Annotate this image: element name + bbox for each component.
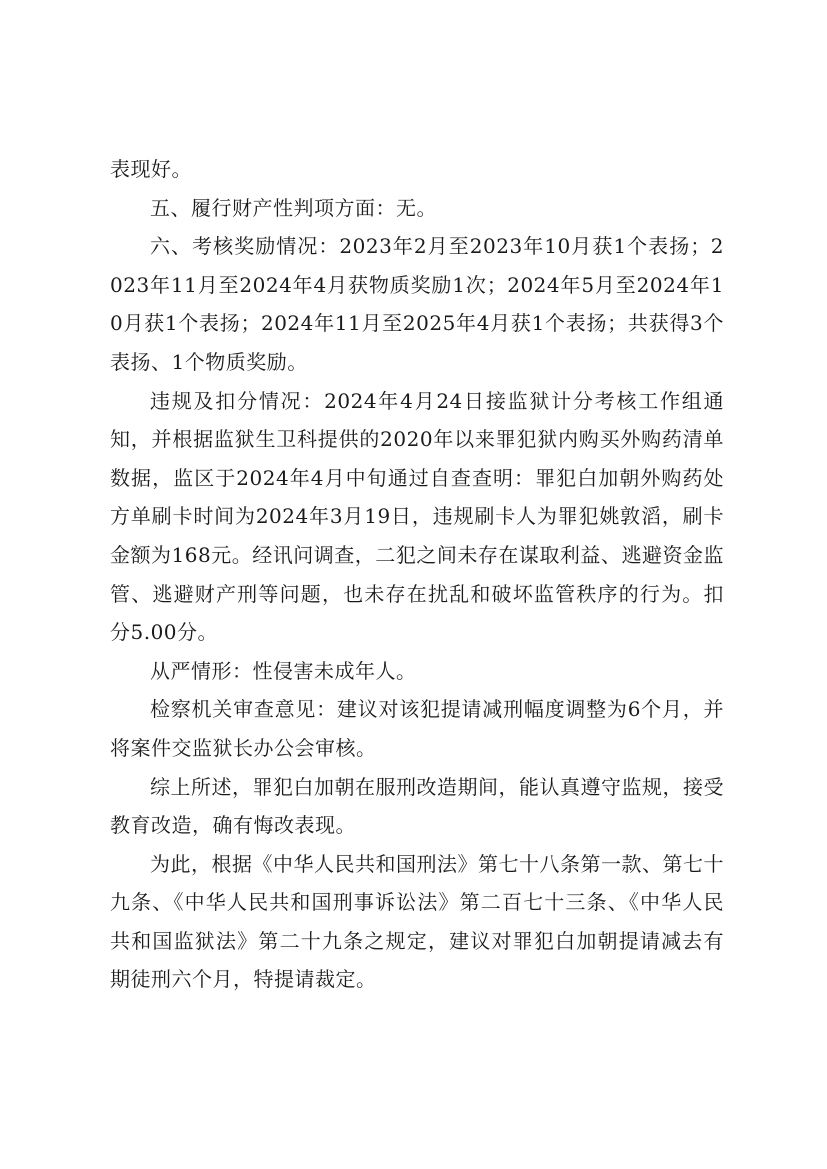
document-page xyxy=(110,150,724,999)
paragraph-continuation: 表现好。 xyxy=(110,157,192,181)
paragraph-conclusion: 为此，根据《中华人民共和国刑法》第七十八条第一款、第七十九条、《中华人民共和国刑事诉讼法》第二百七十三条、《中华人民共和国监狱法》第二十九条之规定，建议对罪犯白加朝提请减去有期徒刑六个月，特提请裁定。 xyxy=(110,851,724,992)
paragraph-procuratorate-opinion: 检察机关审查意见：建议对该犯提请减刑幅度调整为6个月，并将案件交监狱长办公会审核。 xyxy=(110,697,724,760)
paragraph-violations: 违规及扣分情况：2024年4月24日接监狱计分考核工作组通知，并根据监狱生卫科提供的2020年以来罪犯狱内购买外购药清单数据，监区于2024年4月中旬通过自查查明：罪犯白加朝外购药处方单刷卡时间为2024年3月19日，违规刷卡人为罪犯姚敦滔，刷卡金额为168元。经讯问调查，二犯之间未存在谋取利益、逃避资金监管、逃避财产刑等问题，也未存在扰乱和破坏监管秩序的行为。扣分5.00分。 xyxy=(110,388,724,645)
paragraph-property-judgment: 五、履行财产性判项方面：无。 xyxy=(150,195,437,220)
paragraph-aggravating: 从严情形：性侵害未成年人。 xyxy=(150,658,417,683)
paragraph-rewards: 六、考核奖励情况：2023年2月至2023年10月获1个表扬；2023年11月至2024年4月获物质奖励1次；2024年5月至2024年10月获1个表扬；2024年11月至2025年4月获1个表扬；共获得3个表扬、1个物质奖励。 xyxy=(110,234,724,374)
paragraph-summary: 综上所述，罪犯白加朝在服刑改造期间，能认真遵守监规，接受教育改造，确有悔改表现。 xyxy=(110,774,724,838)
